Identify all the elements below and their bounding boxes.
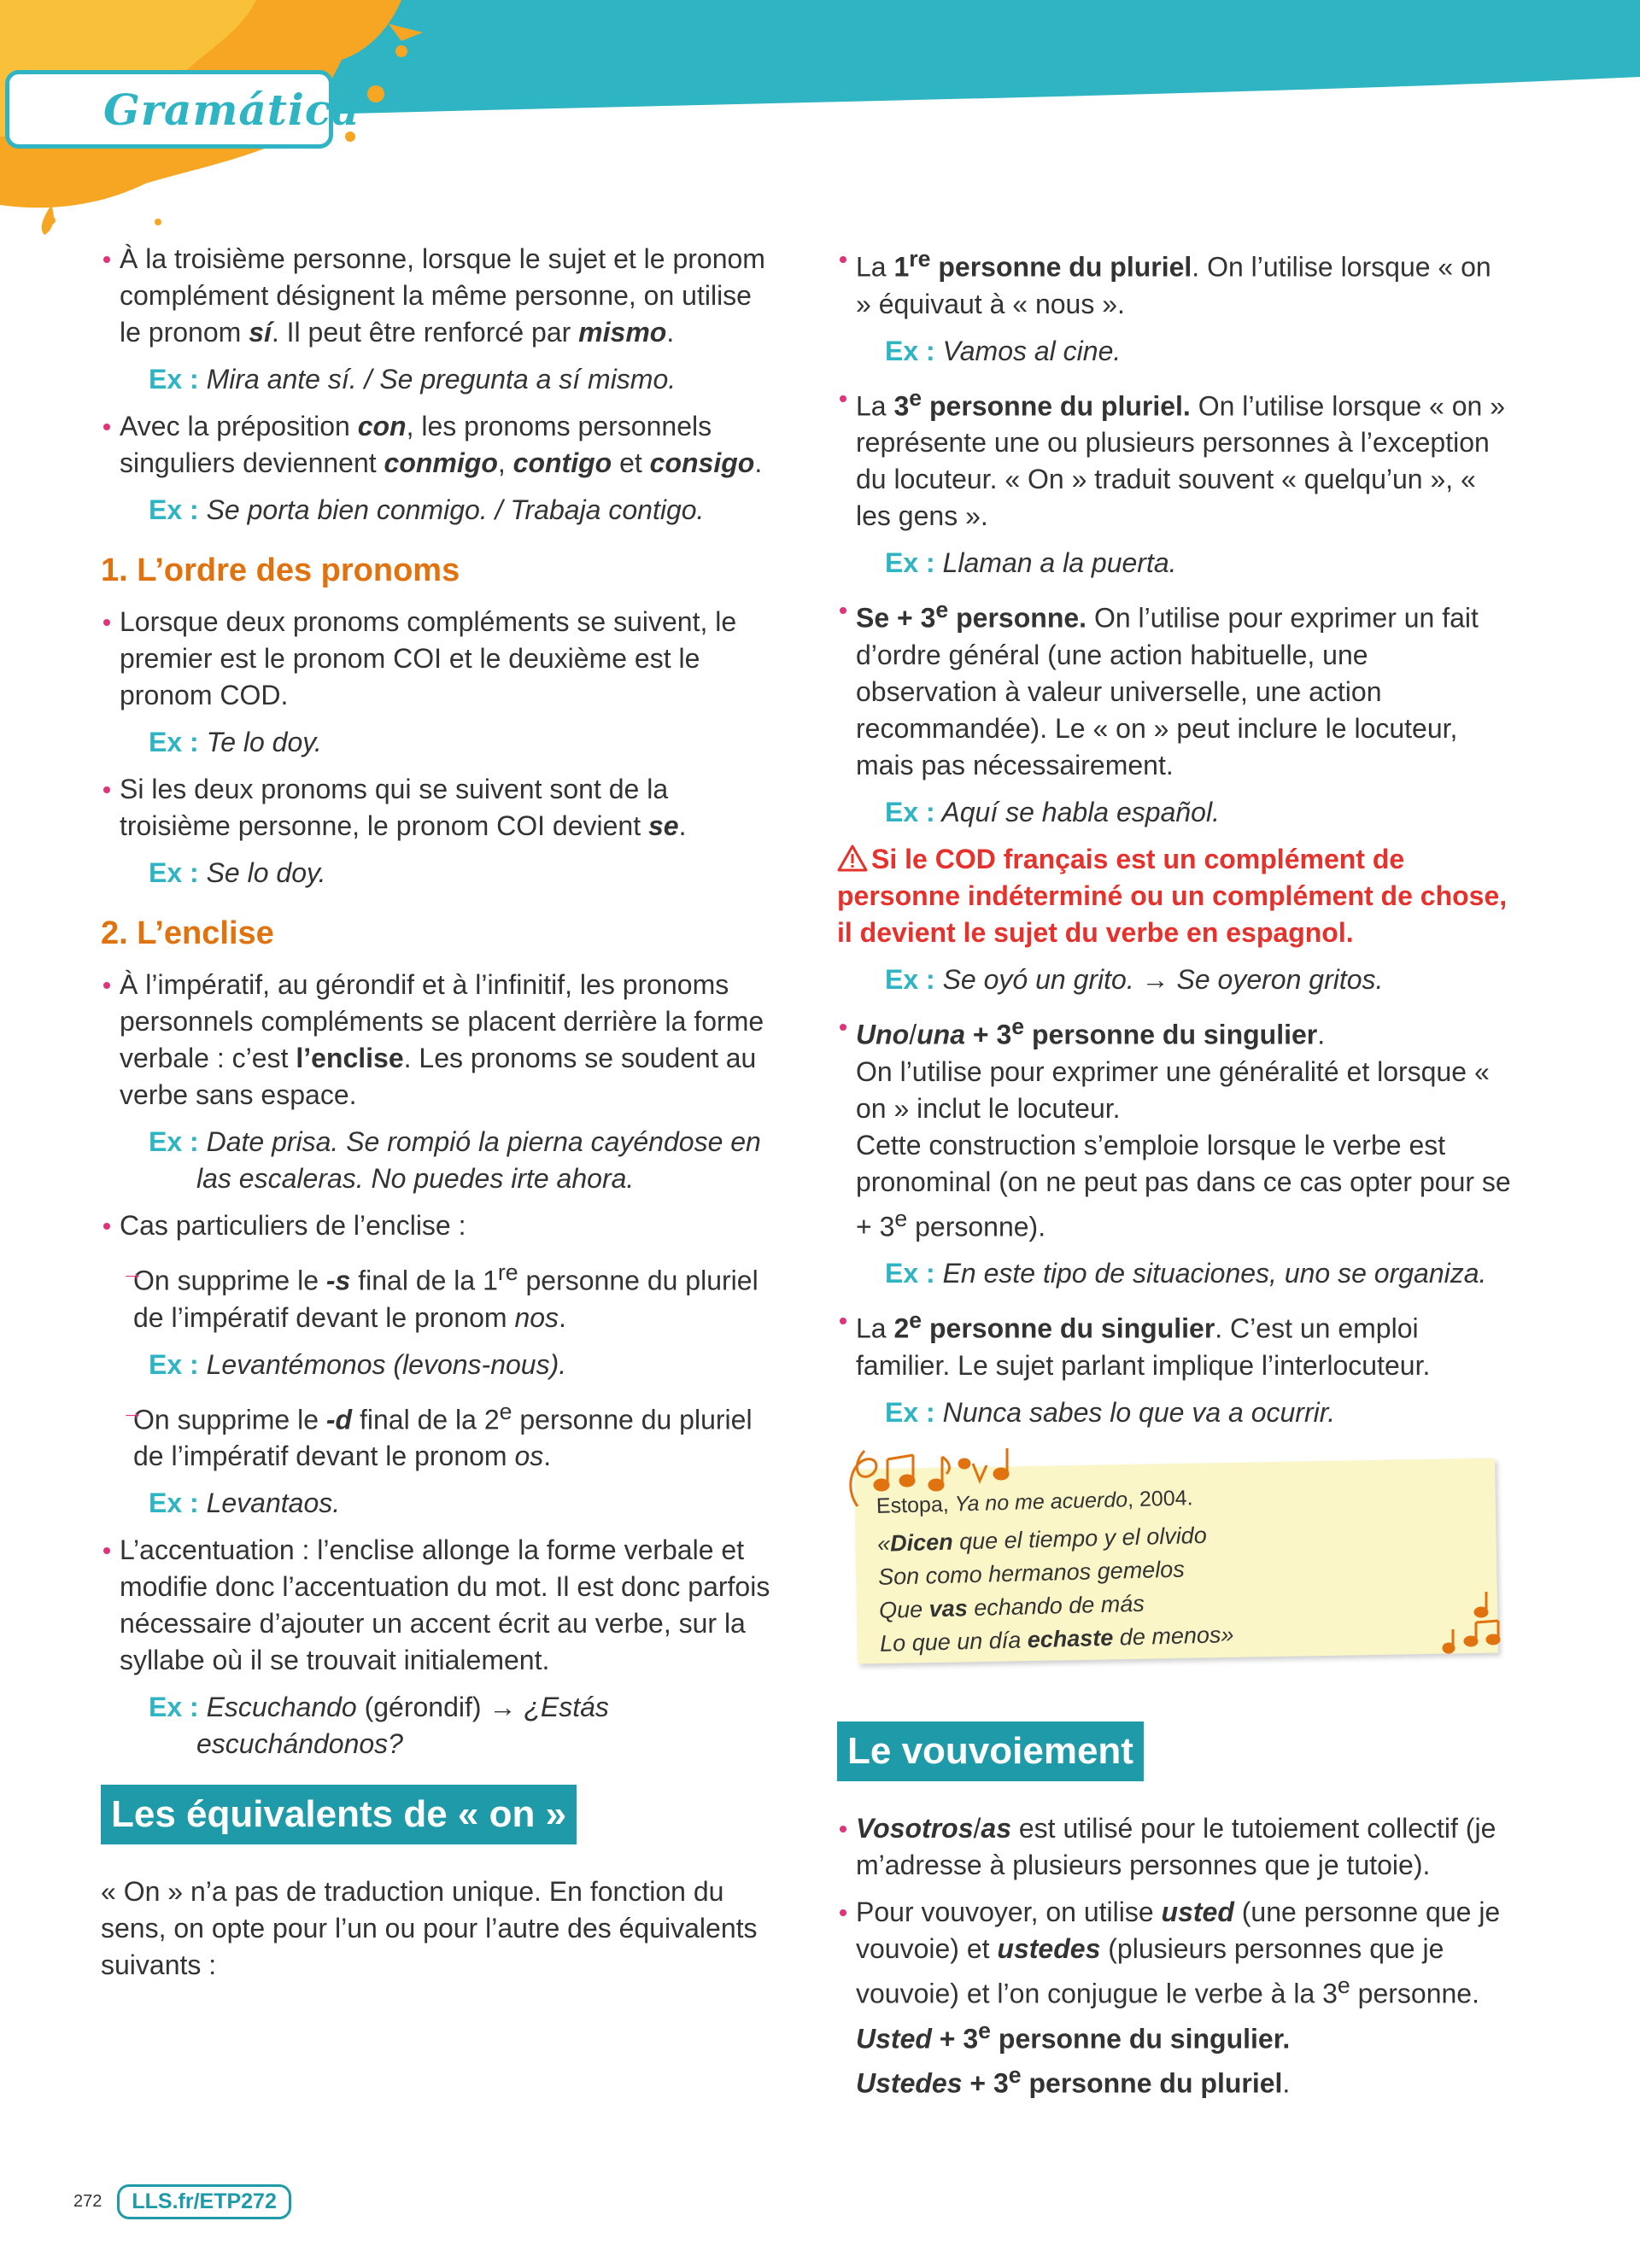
example: Ex : Levantémonos (levons-nous).: [149, 1348, 567, 1380]
heading-ordre-pronoms: 1. L’ordre des pronoms: [101, 552, 460, 588]
song-line: «Dicen que el tiempo y el olvido: [876, 1522, 1208, 1557]
right-column: [837, 241, 1512, 2113]
bullet-uno-una: $Uno/una + 3^e$ personne du singulier. On l’utilise pour exprimer une généralité et lorsque « on » inclut le locuteur. Cette construction s’emploie lorsque le verbe est pronominal (on ne peut pas dans ce cas opter pour se + $3^e$ personne).: [837, 1008, 1512, 1245]
example: Ex : En este tipo de situaciones, uno se organiza.: [885, 1258, 1487, 1289]
music-notes-bottom-icon: [1437, 1588, 1505, 1657]
warning-note: Si le COD français est un complément de personne indéterminé ou un complément de chose, il devient le sujet du verbe en espagnol.: [837, 843, 1508, 948]
bullet-accentuation: L’accentuation : l’enclise allonge la forme verbale et modifie donc l’accentuation du mot. Il est donc parfois nécessaire d’ajouter un accent écrit au verbe, sur la syllabe où il se trouvait initialement.: [101, 1532, 776, 1679]
bullet-coi-cod: Lorsque deux pronoms compléments se suivent, le premier est le pronom COI et le deuxième est le pronom COD.: [101, 604, 776, 714]
song-lyrics-note: [847, 1445, 1505, 1667]
example: Ex : Levantaos.: [149, 1488, 341, 1519]
example: Ex : Se porta bien conmigo. / Trabaja contigo.: [149, 494, 705, 525]
song-line: Lo que un día echaste de menos»: [879, 1621, 1234, 1657]
song-line: Que vas echando de más: [878, 1590, 1145, 1623]
example: Ex : Vamos al cine.: [885, 335, 1122, 366]
bullet-se-3e: $Se + 3^e$ personne. On l’utilise pour exprimer un fait d’ordre général (une action habituelle, une observation à valeur universelle, une action recommandée). Le « on » peut inclure le locuteur, mais pas nécessairement.: [837, 592, 1512, 784]
left-column: [101, 241, 776, 1984]
song-text: [876, 1476, 1461, 1661]
example: Ex : Escuchando (gérondif) → ¿Estás escuchándonos?: [149, 1692, 609, 1760]
bullet-usted: Pour vouvoyer, on utilise usted (une personne que je vouvoie) et ustedes (plusieurs personnes que je vouvoie) et l’on conjugue le verbe à la 3e personne. Usted + $3^e$ personne du singulier. Ustedes + $3^e$ personne du pluriel.: [837, 1894, 1512, 2102]
banner-vouvoiement: Le vouvoiement: [837, 1721, 1144, 1781]
banner-equivalents-on: Les équivalents de « on »: [101, 1785, 577, 1844]
footer: [73, 2184, 291, 2219]
intro-on: « On » n’a pas de traduction unique. En fonction du sens, on opte pour l’un ou pour l’autre des équivalents suivants :: [101, 1876, 758, 1981]
bullet-si: À la troisième personne, lorsque le sujet et le pronom complément désignent la même personne, on utilise le pronom sí. Il peut être renforcé par mismo.: [101, 241, 776, 351]
warning-icon: [837, 845, 868, 872]
example: Ex : Date prisa. Se rompió la pierna cayéndose en las escaleras. No puedes irte ahora.: [149, 1126, 761, 1194]
section-label-box: [5, 70, 360, 149]
example: Ex : Llaman a la puerta.: [885, 547, 1177, 579]
example: Ex : Nunca sabes lo que va a ocurrir.: [885, 1396, 1336, 1428]
example: Ex : Te lo doy.: [149, 727, 322, 757]
bullet-con: Avec la préposition con, les pronoms personnels singuliers deviennent conmigo, contigo et consigo.: [101, 408, 776, 482]
bullet-2e-singulier: La 2e personne du singulier. C’est un emploi familier. Le sujet parlant implique l’interlocuteur.: [837, 1302, 1512, 1384]
bullet-3e-pluriel: La 3e personne du pluriel. On l’utilise lorsque « on » représente une ou plusieurs personnes à l’exception du locuteur. « On » traduit souvent « quelqu’un », « les gens ».: [837, 380, 1512, 535]
resource-link[interactable]: LLS.fr/ETP272: [117, 2184, 291, 2219]
page-number: 272: [73, 2192, 102, 2211]
song-line: Son como hermanos gemelos: [877, 1556, 1186, 1590]
bullet-se: Si les deux pronoms qui se suivent sont de la troisième personne, le pronom COI devient se.: [101, 771, 776, 845]
heading-enclise: 2. L’enclise: [101, 915, 274, 951]
song-source: Estopa, Ya no me acuerdo, 2004.: [876, 1486, 1193, 1518]
bullet-vosotros: Vosotros/as est utilisé pour le tutoiement collectif (je m’adresse à plusieurs personnes que je tutoie).: [837, 1810, 1512, 1884]
arrow-item-s: → On supprime le -s final de la 1re personne du pluriel de l’impératif devant le pronom nos.: [101, 1254, 776, 1336]
example: Ex : Aquí se habla español.: [885, 796, 1220, 827]
example: Ex : Se oyó un grito. → Se oyeron gritos.: [885, 963, 1384, 995]
arrow-item-d: → On supprime le -d final de la 2e personne du pluriel de l’impératif devant le pronom os.: [101, 1394, 776, 1476]
example: Ex : Se lo doy.: [149, 857, 326, 888]
bullet-cas-particuliers: Cas particuliers de l’enclise :: [101, 1207, 776, 1244]
example: Ex : Mira ante sí. / Se pregunta a sí mismo.: [149, 364, 676, 395]
section-title: Gramática: [103, 84, 360, 135]
bullet-enclise: À l’impératif, au gérondif et à l’infinitif, les pronoms personnels compléments se placent derrière la forme verbale : c’est l’enclise. Les pronoms se soudent au verbe sans espace.: [101, 967, 776, 1114]
bullet-1re-pluriel: La 1re personne du pluriel. On l’utilise lorsque « on » équivaut à « nous ».: [837, 241, 1512, 323]
